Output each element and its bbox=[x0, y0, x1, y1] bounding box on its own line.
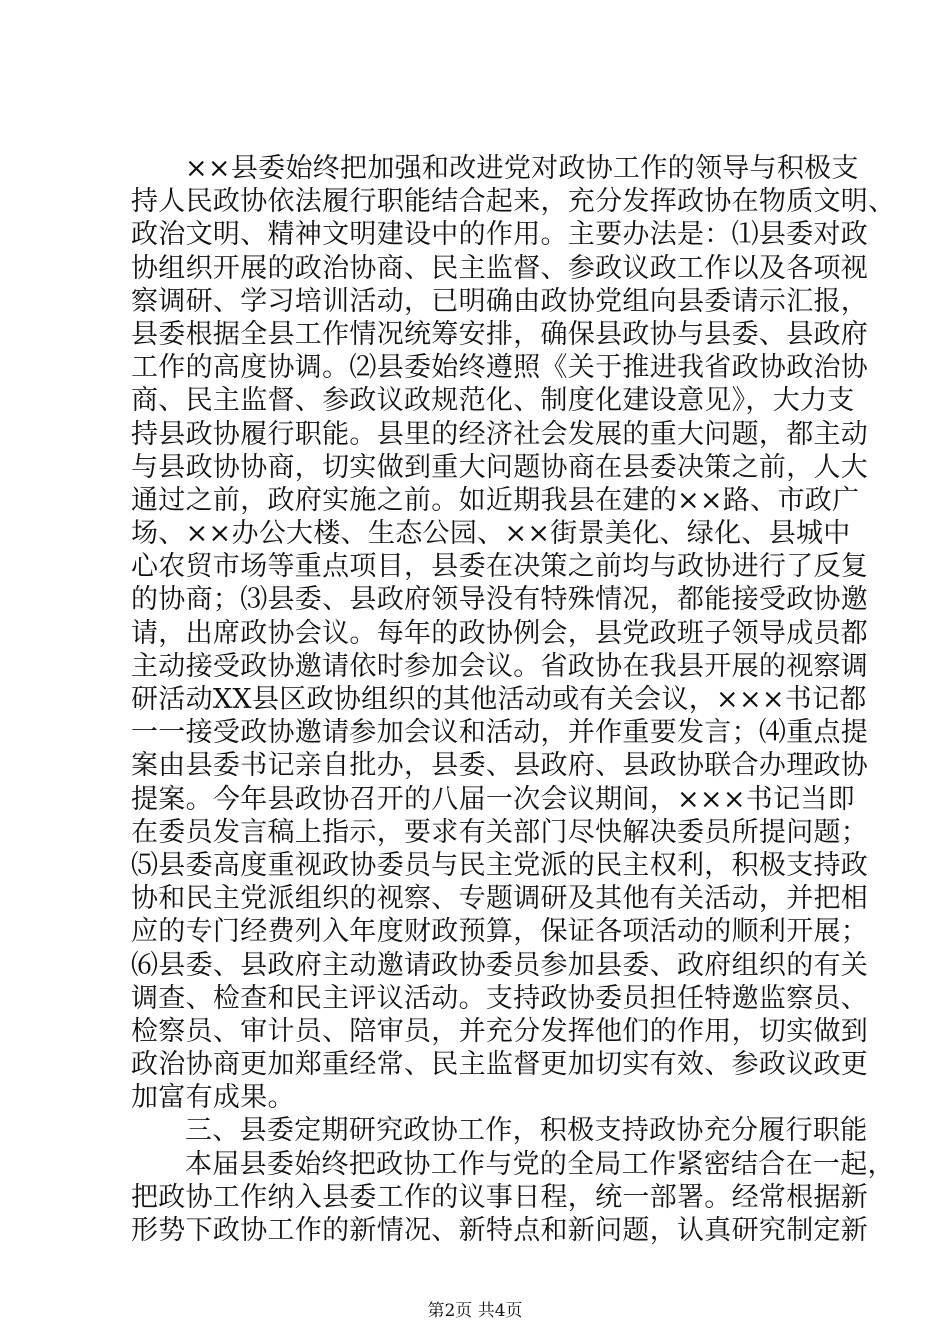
text-line: 心农贸市场等重点项目，县委在决策之前均与政协进行了反复 bbox=[131, 551, 869, 583]
text-line: 政治协商更加郑重经常、民主监督更加切实有效、参政议政更 bbox=[131, 1049, 869, 1081]
text-line: 县委根据全县工作情况统筹安排，确保县政协与县委、县政府 bbox=[131, 318, 869, 350]
text-line: ××县委始终把加强和改进党对政协工作的领导与积极支 bbox=[185, 153, 859, 184]
text-line: 请，出席政协会议。每年的政协例会，县党政班子领导成员都 bbox=[131, 617, 869, 649]
text-line: ⑹县委、县政府主动邀请政协委员参加县委、政府组织的有关 bbox=[131, 949, 869, 981]
text-line: 持县政协履行职能。县里的经济社会发展的重大问题，都主动 bbox=[131, 418, 869, 450]
text-line: 协组织开展的政治协商、民主监督、参政议政工作以及各项视 bbox=[131, 252, 869, 284]
section-heading: 三、县委定期研究政协工作，积极支持政协充分履行职能 bbox=[185, 1115, 868, 1147]
text-line: 协和民主党派组织的视察、专题调研及其他有关活动，并把相 bbox=[131, 883, 869, 915]
text-line: 本届县委始终把政协工作与党的全局工作紧密结合在一起， bbox=[185, 1148, 895, 1180]
document-body bbox=[131, 152, 896, 1247]
text-line: 形势下政协工作的新情况、新特点和新问题，认真研究制定新 bbox=[131, 1215, 869, 1246]
text-line: 一一接受政协邀请参加会议和活动，并作重要发言；⑷重点提 bbox=[131, 717, 869, 749]
text-line: 商、民主监督、参政议政规范化、制度化建设意见》，大力支 bbox=[131, 385, 855, 417]
text-line: 加富有成果。 bbox=[131, 1082, 295, 1114]
page-number: 第2页 共4页 bbox=[427, 1301, 523, 1321]
text-line: 研活动XX县区政协组织的其他活动或有关会议，×××书记都 bbox=[131, 684, 867, 715]
text-line: 应的专门经费列入年度财政预算，保证各项活动的顺利开展； bbox=[131, 916, 869, 948]
text-line: 在委员发言稿上指示，要求有关部门尽快解决委员所提问题； bbox=[131, 816, 869, 848]
text-line: 提案。今年县政协召开的八届一次会议期间，×××书记当即 bbox=[131, 783, 855, 815]
text-line: 持人民政协依法履行职能结合起来，充分发挥政协在物质文明、 bbox=[131, 186, 896, 218]
text-line: 主动接受政协邀请依时参加会议。省政协在我县开展的视察调 bbox=[131, 650, 869, 682]
text-line: 工作的高度协调。⑵县委始终遵照《关于推进我省政协政治协 bbox=[131, 352, 869, 384]
text-line: 的协商；⑶县委、县政府领导没有特殊情况，都能接受政协邀 bbox=[131, 584, 869, 616]
text-line: 案由县委书记亲自批办，县委、县政府、县政协联合办理政协 bbox=[131, 750, 869, 782]
text-line: 场、××办公大楼、生态公园、××街景美化、绿化、县城中 bbox=[131, 518, 851, 550]
text-line: ⑸县委高度重视政协委员与民主党派的民主权利，积极支持政 bbox=[131, 849, 869, 881]
text-line: 调查、检查和民主评议活动。支持政协委员担任特邀监察员、 bbox=[131, 982, 869, 1014]
text-line: 检察员、审计员、陪审员，并充分发挥他们的作用，切实做到 bbox=[131, 1015, 869, 1047]
text-line: 察调研、学习培训活动，已明确由政协党组向县委请示汇报， bbox=[131, 285, 869, 317]
text-line: 通过之前，政府实施之前。如近期我县在建的××路、市政广 bbox=[131, 484, 860, 516]
text-line: 与县政协协商，切实做到重大问题协商在县委决策之前，人大 bbox=[131, 451, 869, 483]
text-line: 把政协工作纳入县委工作的议事日程，统一部署。经常根据新 bbox=[131, 1181, 869, 1213]
text-line: 政治文明、精神文明建设中的作用。主要办法是：⑴县委对政 bbox=[131, 219, 869, 251]
